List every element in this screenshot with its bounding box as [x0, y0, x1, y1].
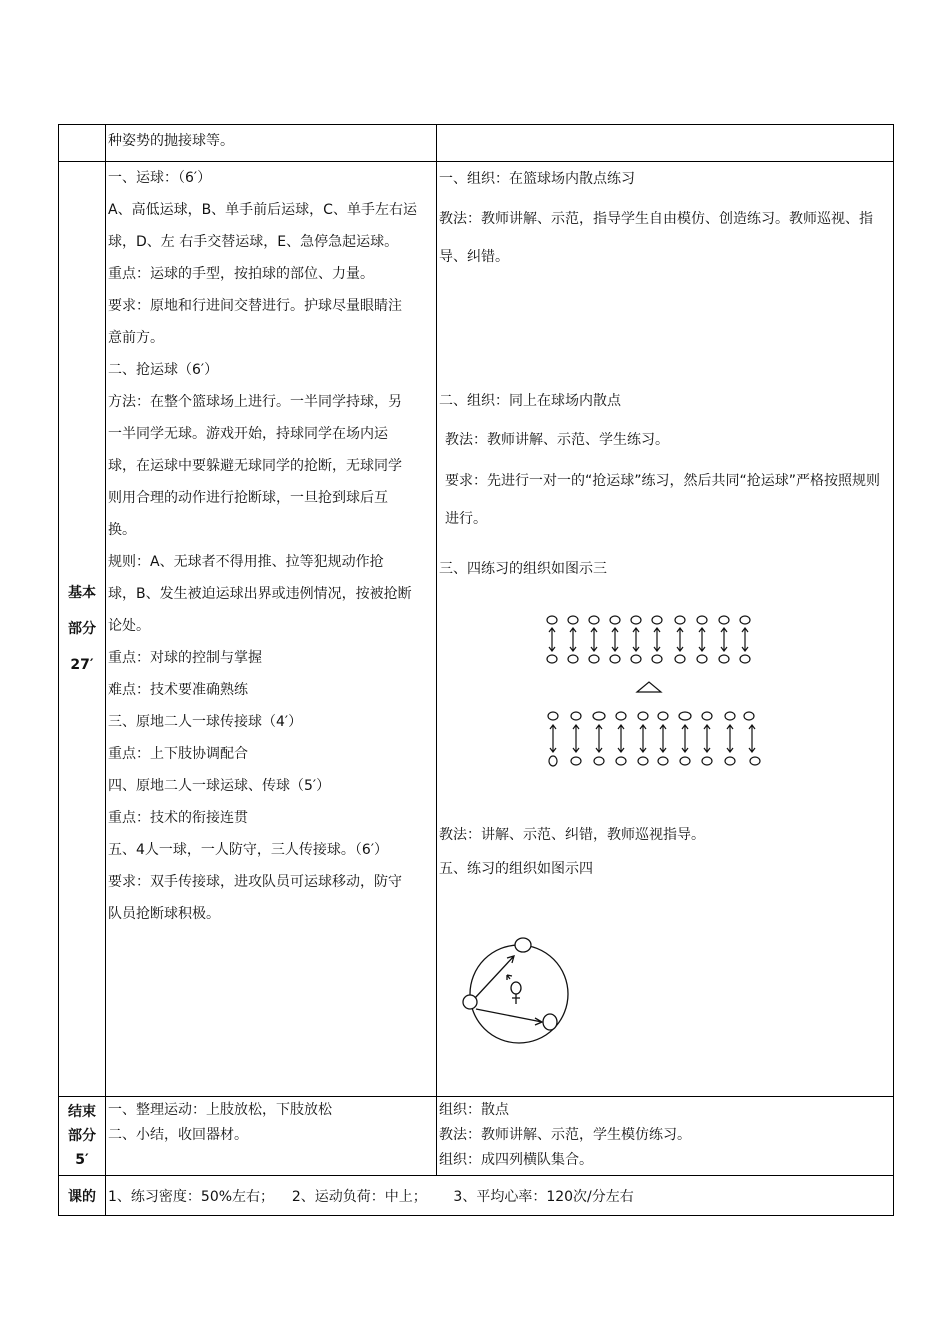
- org-text: 教法：教师讲解、示范，指导学生自由模仿、创造练习。教师巡视、指导、纠错。: [439, 211, 873, 265]
- org-line: 组织：成四列横队集合。: [439, 1152, 593, 1168]
- label-line: 5′: [75, 1152, 89, 1168]
- content-line: 四、原地二人一球运球、传球（5′）: [108, 778, 331, 794]
- end-org-cell: [437, 1097, 894, 1176]
- content-line: 三、原地二人一球传接球（4′）: [108, 714, 303, 730]
- table-row: [59, 162, 894, 1097]
- content-line: 方法：在整个篮球场上进行。一半同学持球，另: [108, 394, 402, 410]
- content-line: 重点：技术的衔接连贯: [108, 810, 248, 826]
- content-line: 要求：原地和行进间交替进行。护球尽量眼睛注: [108, 298, 402, 314]
- content-line: 一、运球：（6′）: [108, 170, 212, 186]
- org-title: 五、练习的组织如图示四: [439, 861, 593, 877]
- lesson-plan-table: [58, 124, 894, 1216]
- basic-org-cell: [437, 162, 894, 1097]
- content-line: A、高低运球，B、单手前后运球，C、单手左右运: [108, 202, 417, 218]
- label-line: 基本: [68, 585, 96, 601]
- label-line: 部分: [68, 1128, 96, 1144]
- formation-diagram-three: [537, 608, 777, 773]
- org-title: 二、组织：同上在球场内散点: [439, 393, 621, 409]
- org-line: 组织：散点: [439, 1102, 509, 1118]
- summary-label: 课的: [59, 1176, 106, 1216]
- section-label-end: [59, 1097, 106, 1176]
- content-line: 五、4人一球，一人防守，三人传接球。（6′）: [108, 842, 388, 858]
- content-line: 意前方。: [108, 330, 164, 346]
- table-row: [59, 1176, 894, 1216]
- content-line: 一、整理运动：上肢放松，下肢放松: [108, 1102, 332, 1118]
- label-line: 部分: [68, 621, 96, 637]
- content-line: 则用合理的动作进行抢断球，一旦抢到球后互: [108, 490, 388, 506]
- org-text: 要求：先进行一对一的“抢运球”练习，然后共同“抢运球”严格按照规则进行。: [445, 473, 881, 527]
- passing-circle-diagram: [457, 932, 587, 1052]
- content-line: 重点：运球的手型，按拍球的部位、力量。: [108, 266, 374, 282]
- label-line: 27′: [70, 657, 94, 673]
- org-cell: [437, 125, 894, 162]
- content-line: 难点：技术要准确熟练: [108, 682, 248, 698]
- table-row: [59, 125, 894, 162]
- label-cell: [59, 125, 106, 162]
- org-text: 教法：教师讲解、示范、学生练习。: [445, 432, 669, 448]
- label-line: 结束: [68, 1104, 96, 1120]
- org-title: 三、四练习的组织如图示三: [439, 561, 607, 577]
- content-line: 换。: [108, 522, 136, 538]
- org-text: 教法：讲解、示范、纠错，教师巡视指导。: [439, 827, 705, 843]
- content-line: 种姿势的抛接球等。: [108, 133, 234, 149]
- table-row: [59, 1097, 894, 1176]
- content-line: 球，D、左 右手交替运球，E、急停急起运球。: [108, 234, 399, 250]
- org-line: 教法：教师讲解、示范，学生模仿练习。: [439, 1127, 691, 1143]
- end-content-cell: [106, 1097, 437, 1176]
- content-line: 队员抢断球积极。: [108, 906, 220, 922]
- basic-content-cell: [106, 162, 437, 1097]
- content-cell: [106, 125, 437, 162]
- summary-text: 1、练习密度：50%左右； 2、运动负荷：中上； 3、平均心率：120次/分左右: [106, 1176, 894, 1216]
- content-line: 重点：上下肢协调配合: [108, 746, 248, 762]
- content-line: 重点：对球的控制与掌握: [108, 650, 262, 666]
- content-line: 规则：A、无球者不得用推、拉等犯规动作抢: [108, 554, 384, 570]
- org-title: 一、组织：在篮球场内散点练习: [439, 171, 635, 187]
- content-line: 要求：双手传接球，进攻队员可运球移动，防守: [108, 874, 402, 890]
- content-line: 一半同学无球。游戏开始，持球同学在场内运: [108, 426, 388, 442]
- section-label-basic: [59, 162, 106, 1097]
- content-line: 二、小结，收回器材。: [108, 1127, 248, 1143]
- content-line: 论处。: [108, 618, 150, 634]
- content-line: 二、抢运球（6′）: [108, 362, 219, 378]
- content-line: 球，B、发生被迫运球出界或违例情况，按被抢断: [108, 586, 412, 602]
- content-line: 球，在运球中要躲避无球同学的抢断，无球同学: [108, 458, 402, 474]
